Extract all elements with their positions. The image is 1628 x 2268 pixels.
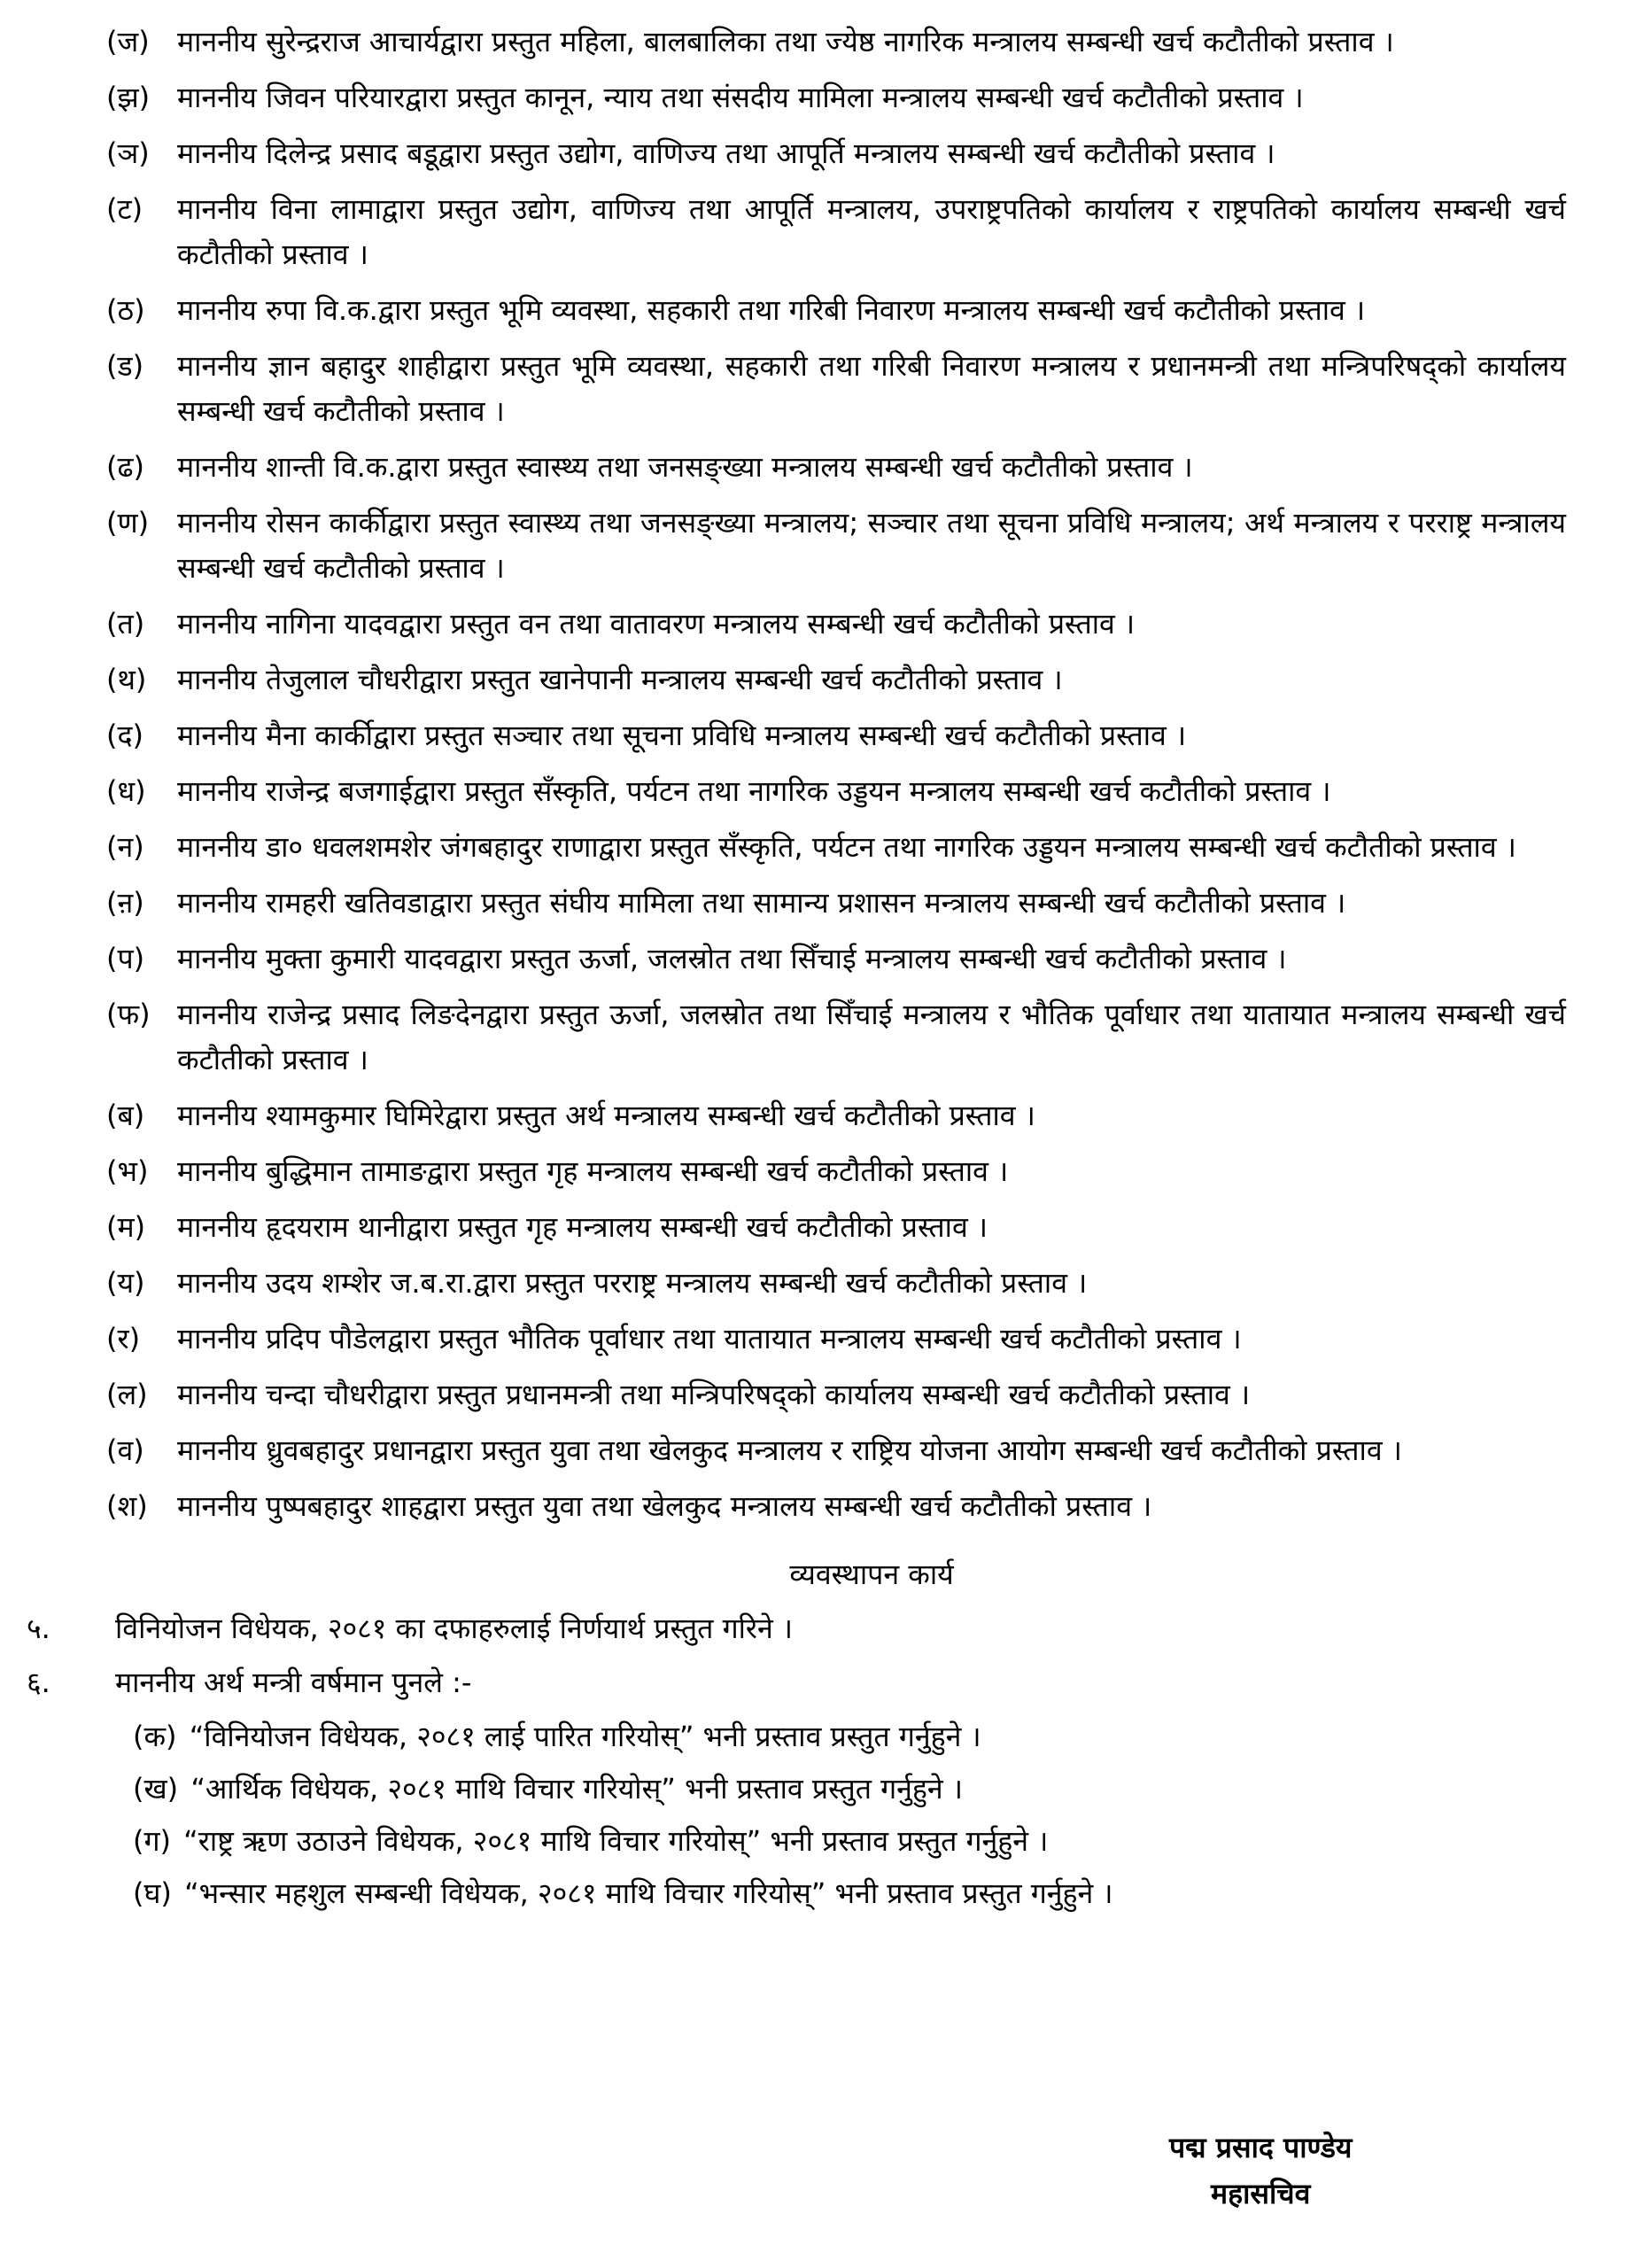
item-marker: (द) [106, 718, 143, 752]
item-text: माननीय प्रदिप पौडेलद्वारा प्रस्तुत भौतिक पूर्वाधार तथा यातायात मन्त्रालय सम्बन्धी खर्च कटौतीको प्रस्ताव । [177, 1322, 1242, 1355]
sub-item-marker: (ग) [133, 1824, 171, 1858]
list-item [0, 1149, 1566, 1194]
item-text: माननीय हृदयराम थानीद्वारा प्रस्तुत गृह मन्त्रालय सम्बन्धी खर्च कटौतीको प्रस्ताव । [177, 1210, 988, 1244]
list-item [0, 936, 1566, 982]
list-item [0, 657, 1566, 703]
list-item [0, 1372, 1566, 1418]
list-item [0, 1484, 1566, 1529]
item-marker: (ध) [106, 774, 146, 808]
item-text: माननीय मैना कार्कीद्वारा प्रस्तुत सञ्चार तथा सूचना प्रविधि मन्त्रालय सम्बन्धी खर्च कटौतीको प्रस्ताव । [177, 718, 1187, 752]
item-marker: (ट) [106, 192, 143, 226]
item-marker: (म) [106, 1210, 146, 1244]
proposal-sub-list [0, 1714, 1566, 1916]
sub-item-text: “राष्ट्र ऋण उठाउने विधेयक, २०८१ माथि विचार गरियोस्” भनी प्रस्ताव प्रस्तुत गर्नुहुने । [183, 1824, 1049, 1858]
item-text: माननीय राजेन्द्र बजगाईद्वारा प्रस्तुत सँस्कृति, पर्यटन तथा नागरिक उड्डयन मन्त्रालय सम्बन्धी खर्च कटौतीको प्रस्ताव । [177, 774, 1331, 808]
list-item [0, 1428, 1566, 1473]
item-marker: (न) [106, 830, 144, 864]
agenda-item [0, 1660, 1566, 1705]
list-item [0, 187, 1566, 277]
agenda-item-number: ५. [27, 1612, 50, 1645]
list-item [0, 75, 1566, 120]
list-item [0, 19, 1566, 65]
item-text: माननीय जिवन परियारद्वारा प्रस्तुत कानून, न्याय तथा संसदीय मामिला मन्त्रालय सम्बन्धी खर्च कटौतीको प्रस्ताव । [177, 81, 1304, 114]
item-text: माननीय नागिना यादवद्वारा प्रस्तुत वन तथा वातावरण मन्त्रालय सम्बन्धी खर्च कटौतीको प्रस्ताव । [177, 607, 1136, 641]
item-text: माननीय सुरेन्द्रराज आचार्यद्वारा प्रस्तुत महिला, बालबालिका तथा ज्येष्ठ नागरिक मन्त्रालय सम्बन्धी खर्च कटौतीको प्रस्ताव । [177, 25, 1394, 58]
item-text: माननीय श्यामकुमार घिमिरेद्वारा प्रस्तुत अर्थ मन्त्रालय सम्बन्धी खर्च कटौतीको प्रस्ताव । [177, 1099, 1035, 1132]
item-marker: (व) [106, 1433, 144, 1467]
signature-block [1169, 2124, 1352, 2217]
sub-item-marker: (क) [133, 1720, 177, 1753]
item-marker: (श) [106, 1489, 148, 1523]
item-text: माननीय तेजुलाल चौधरीद्वारा प्रस्तुत खानेपानी मन्त्रालय सम्बन्धी खर्च कटौतीको प्रस्ताव । [177, 663, 1063, 696]
signatory-name: पद्म प्रसाद पाण्डेय [1169, 2131, 1353, 2164]
item-text: माननीय रोसन कार्कीद्वारा प्रस्तुत स्वास्थ्य तथा जनसङ्ख्या मन्त्रालय; सञ्चार तथा सूचना प्रविधि मन्त्रालय; अर्थ मन्त्रालय र परराष्ट्र मन्त्रालय सम्बन्धी खर्च कटौतीको प्रस्ताव । [177, 506, 1566, 585]
cut-motion-list [0, 19, 1566, 1529]
item-marker: (भ) [106, 1154, 149, 1188]
item-text: माननीय रामहरी खतिवडाद्वारा प्रस्तुत संघीय मामिला तथा सामान्य प्रशासन मन्त्रालय सम्बन्धी खर्च कटौतीको प्रस्ताव । [177, 886, 1346, 920]
item-text: माननीय दिलेन्द्र प्रसाद बडूद्वारा प्रस्तुत उद्योग, वाणिज्य तथा आपूर्ति मन्त्रालय सम्बन्धी खर्च कटौतीको प्रस्ताव । [177, 136, 1275, 170]
agenda-item-text: माननीय अर्थ मन्त्री वर्षमान पुनले :- [115, 1666, 472, 1699]
list-item [0, 602, 1566, 647]
sub-list-item [133, 1714, 1566, 1759]
item-marker: (ल) [106, 1378, 148, 1411]
signatory-title: महासचिव [1210, 2177, 1311, 2210]
list-item [0, 992, 1566, 1083]
list-item [0, 131, 1566, 176]
item-marker: (ठ) [106, 293, 145, 327]
item-marker: (ण) [106, 506, 150, 540]
list-item [0, 1261, 1566, 1306]
item-text: माननीय ध्रुवबहादुर प्रधानद्वारा प्रस्तुत युवा तथा खेलकुद मन्त्रालय र राष्ट्रिय योजना आयोग सम्बन्धी खर्च कटौतीको प्रस्ताव । [177, 1433, 1402, 1467]
item-text: माननीय चन्दा चौधरीद्वारा प्रस्तुत प्रधानमन्त्री तथा मन्त्रिपरिषद्को कार्यालय सम्बन्धी खर्च कटौतीको प्रस्ताव । [177, 1378, 1251, 1411]
item-marker: (झ) [106, 81, 151, 114]
item-marker: (ऩ) [106, 886, 144, 920]
item-marker: (फ) [106, 998, 151, 1031]
list-item [0, 1317, 1566, 1362]
agenda-item-number: ६. [27, 1666, 50, 1699]
sub-list-item [133, 1871, 1566, 1916]
list-item [0, 445, 1566, 490]
sub-item-text: “आर्थिक विधेयक, २०८१ माथि विचार गरियोस्” भनी प्रस्ताव प्रस्तुत गर्नुहुने । [190, 1772, 963, 1806]
item-text: माननीय पुष्पबहादुर शाहद्वारा प्रस्तुत युवा तथा खेलकुद मन्त्रालय सम्बन्धी खर्च कटौतीको प्रस्ताव । [177, 1489, 1152, 1523]
item-marker: (र) [106, 1322, 141, 1355]
item-marker: (य) [106, 1266, 145, 1300]
list-item [0, 1093, 1566, 1138]
item-marker: (ब) [106, 1099, 145, 1132]
list-item [0, 825, 1566, 870]
item-text: माननीय डा० धवलशमशेर जंगबहादुर राणाद्वारा प्रस्तुत सँस्कृति, पर्यटन तथा नागरिक उड्डयन मन्त्रालय सम्बन्धी खर्च कटौतीको प्रस्ताव । [177, 830, 1516, 864]
sub-list-item [133, 1767, 1566, 1812]
list-item [0, 881, 1566, 926]
item-marker: (ञ) [106, 136, 150, 170]
item-marker: (ज) [106, 25, 150, 58]
item-text: माननीय शान्ती वि.क.द्वारा प्रस्तुत स्वास्थ्य तथा जनसङ्ख्या मन्त्रालय सम्बन्धी खर्च कटौतीको प्रस्ताव । [177, 450, 1193, 484]
item-text: माननीय रुपा वि.क.द्वारा प्रस्तुत भूमि व्यवस्था, सहकारी तथा गरिबी निवारण मन्त्रालय सम्बन्धी खर्च कटौतीको प्रस्ताव । [177, 293, 1366, 327]
list-item [0, 288, 1566, 333]
list-item [0, 344, 1566, 434]
item-text: माननीय राजेन्द्र प्रसाद लिङदेनद्वारा प्रस्तुत ऊर्जा, जलस्रोत तथा सिँचाई मन्त्रालय र भौतिक पूर्वाधार तथा यातायात मन्त्रालय सम्बन्धी खर्च कटौतीको प्रस्ताव । [177, 998, 1566, 1076]
item-marker: (ड) [106, 349, 144, 383]
agenda-item-text: विनियोजन विधेयक, २०८१ का दफाहरुलाई निर्णयार्थ प्रस्तुत गरिने । [115, 1612, 794, 1645]
item-marker: (ढ) [106, 450, 144, 484]
item-marker: (थ) [106, 663, 147, 696]
section-heading: व्यवस्थापन कार्य [789, 1557, 954, 1591]
item-text: माननीय मुक्ता कुमारी यादवद्वारा प्रस्तुत ऊर्जा, जलस्रोत तथा सिँचाई मन्त्रालय सम्बन्धी खर्च कटौतीको प्रस्ताव । [177, 942, 1287, 975]
list-item [0, 1205, 1566, 1250]
item-marker: (प) [106, 942, 145, 975]
list-item [0, 713, 1566, 758]
item-text: माननीय विना लामाद्वारा प्रस्तुत उद्योग, वाणिज्य तथा आपूर्ति मन्त्रालय, उपराष्ट्रपतिको कार्यालय र राष्ट्रपतिको कार्यालय सम्बन्धी खर्च कटौतीको प्रस्ताव । [177, 192, 1566, 271]
sub-item-text: “भन्सार महशुल सम्बन्धी विधेयक, २०८१ माथि विचार गरियोस्” भनी प्रस्ताव प्रस्तुत गर्नुहुने । [184, 1876, 1113, 1910]
item-marker: (त) [106, 607, 145, 641]
agenda-item [0, 1606, 1566, 1651]
item-text: माननीय बुद्धिमान तामाङद्वारा प्रस्तुत गृह मन्त्रालय सम्बन्धी खर्च कटौतीको प्रस्ताव । [177, 1154, 1009, 1188]
list-item [0, 501, 1566, 591]
sub-item-marker: (ख) [133, 1772, 179, 1806]
sub-item-text: “विनियोजन विधेयक, २०८१ लाई पारित गरियोस्” भनी प्रस्ताव प्रस्तुत गर्नुहुने । [189, 1720, 981, 1753]
sub-list-item [133, 1819, 1566, 1864]
list-item [0, 769, 1566, 814]
item-text: माननीय उदय शम्शेर ज.ब.रा.द्वारा प्रस्तुत परराष्ट्र मन्त्रालय सम्बन्धी खर्च कटौतीको प्रस्ताव । [177, 1266, 1088, 1300]
item-text: माननीय ज्ञान बहादुर शाहीद्वारा प्रस्तुत भूमि व्यवस्था, सहकारी तथा गरिबी निवारण मन्त्रालय र प्रधानमन्त्री तथा मन्त्रिपरिषद्को कार्यालय सम्बन्धी खर्च कटौतीको प्रस्ताव । [177, 349, 1566, 428]
sub-item-marker: (घ) [133, 1876, 172, 1910]
